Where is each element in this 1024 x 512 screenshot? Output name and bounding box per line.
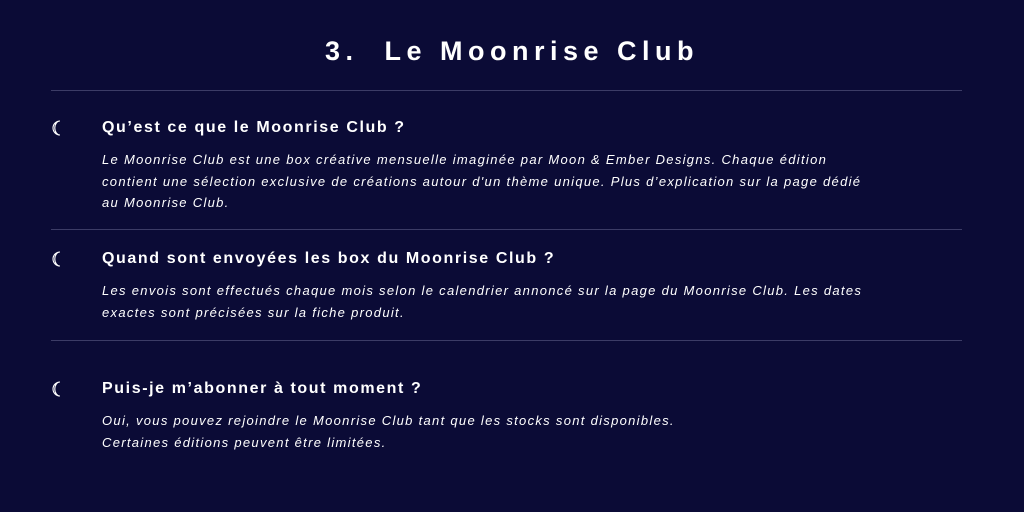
answer-line: contient une sélection exclusive de créations autour d'un thème unique. Plus d’explication sur la page dédié <box>102 173 862 189</box>
divider <box>51 340 962 341</box>
crescent-moon-icon <box>51 381 65 397</box>
answer-line: Oui, vous pouvez rejoindre le Moonrise Club tant que les stocks sont disponibles. <box>102 413 675 428</box>
divider <box>51 229 962 230</box>
faq-question[interactable]: Qu’est ce que le Moonrise Club ? <box>102 119 406 136</box>
faq-question[interactable]: Quand sont envoyées les box du Moonrise Club ? <box>102 250 556 267</box>
faq-answer <box>102 280 972 323</box>
crescent-moon-icon <box>51 120 65 136</box>
faq-question[interactable]: Puis-je m’abonner à tout moment ? <box>102 380 423 397</box>
divider <box>51 90 962 91</box>
faq-answer <box>102 410 972 453</box>
crescent-moon-icon <box>51 251 65 267</box>
answer-line: exactes sont précisées sur la fiche produit. <box>102 304 405 320</box>
answer-line: au Moonrise Club. <box>102 195 230 210</box>
answer-line: Certaines éditions peuvent être limitées. <box>102 434 387 450</box>
answer-line: Les envois sont effectués chaque mois selon le calendrier annoncé sur la page du Moonrise Club. Les dates <box>102 283 863 298</box>
section-title: 3. Le Moonrise Club <box>324 36 700 66</box>
faq-answer <box>102 149 972 214</box>
answer-line: Le Moonrise Club est une box créative mensuelle imaginée par Moon & Ember Designs. Chaque édition <box>102 152 828 167</box>
